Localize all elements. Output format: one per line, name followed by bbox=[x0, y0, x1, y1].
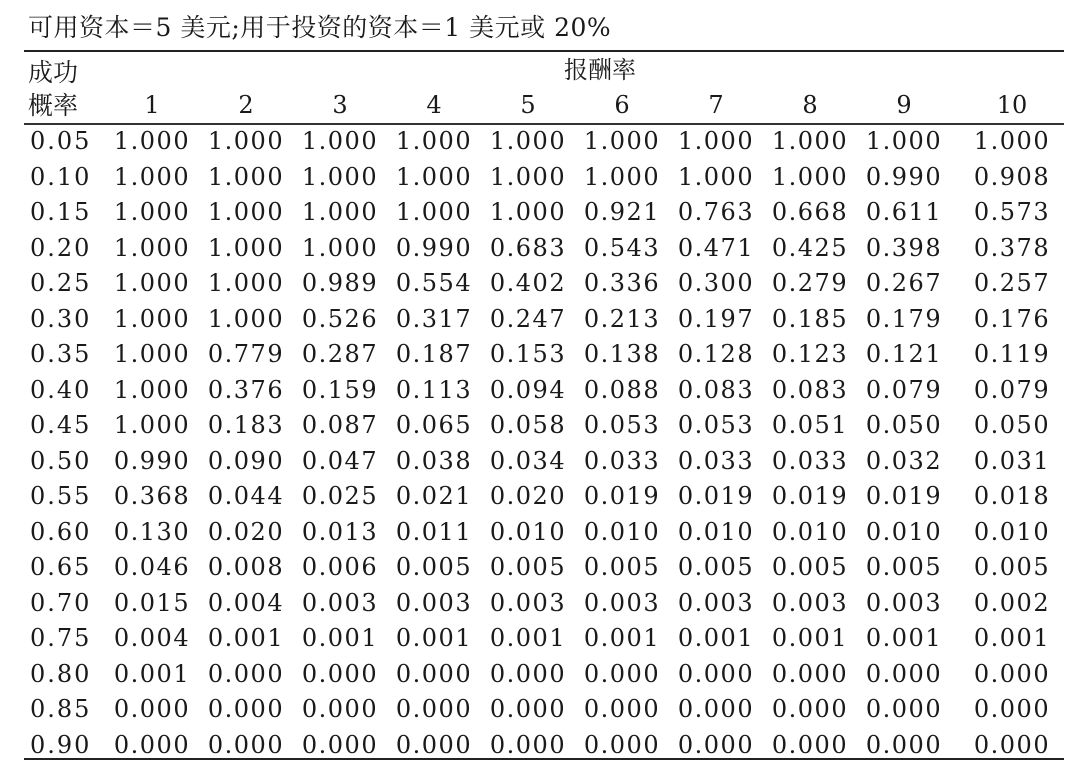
ruin-probability-cell: 0.247 bbox=[480, 302, 576, 338]
top-rule bbox=[24, 50, 1064, 52]
success-probability-cell: 0.50 bbox=[30, 444, 110, 480]
table-row bbox=[0, 479, 1080, 515]
ruin-probability-cell: 0.000 bbox=[856, 728, 952, 763]
ruin-probability-cell: 0.005 bbox=[762, 550, 858, 586]
ruin-probability-cell: 0.001 bbox=[198, 621, 294, 657]
column-header: 9 bbox=[857, 90, 951, 120]
ruin-probability-cell: 0.087 bbox=[292, 408, 388, 444]
ruin-probability-cell: 0.128 bbox=[668, 337, 764, 373]
ruin-probability-cell: 1.000 bbox=[480, 124, 576, 160]
ruin-probability-cell: 0.000 bbox=[104, 692, 200, 728]
success-probability-cell: 0.25 bbox=[30, 266, 110, 302]
ruin-probability-cell: 0.003 bbox=[480, 586, 576, 622]
ruin-probability-cell: 0.000 bbox=[668, 657, 764, 693]
column-header: 6 bbox=[575, 90, 669, 120]
success-probability-cell: 0.75 bbox=[30, 621, 110, 657]
ruin-probability-cell: 1.000 bbox=[964, 124, 1060, 160]
ruin-probability-cell: 0.079 bbox=[856, 373, 952, 409]
ruin-probability-cell: 1.000 bbox=[104, 195, 200, 231]
ruin-probability-cell: 0.267 bbox=[856, 266, 952, 302]
ruin-probability-cell: 0.000 bbox=[762, 657, 858, 693]
ruin-probability-cell: 0.001 bbox=[292, 621, 388, 657]
ruin-probability-cell: 0.000 bbox=[480, 692, 576, 728]
ruin-probability-cell: 0.000 bbox=[480, 728, 576, 763]
ruin-probability-cell: 0.000 bbox=[480, 657, 576, 693]
ruin-probability-cell: 0.000 bbox=[762, 692, 858, 728]
ruin-probability-cell: 0.257 bbox=[964, 266, 1060, 302]
ruin-probability-cell: 0.038 bbox=[386, 444, 482, 480]
ruin-probability-cell: 0.000 bbox=[668, 692, 764, 728]
ruin-probability-cell: 0.000 bbox=[574, 657, 670, 693]
ruin-probability-cell: 0.044 bbox=[198, 479, 294, 515]
ruin-probability-cell: 0.000 bbox=[574, 692, 670, 728]
ruin-probability-cell: 0.010 bbox=[668, 515, 764, 551]
success-probability-cell: 0.70 bbox=[30, 586, 110, 622]
ruin-probability-cell: 1.000 bbox=[198, 231, 294, 267]
column-header: 8 bbox=[763, 90, 857, 120]
ruin-probability-cell: 0.908 bbox=[964, 160, 1060, 196]
ruin-probability-cell: 0.000 bbox=[856, 657, 952, 693]
ruin-probability-cell: 0.010 bbox=[574, 515, 670, 551]
ruin-probability-cell: 1.000 bbox=[856, 124, 952, 160]
ruin-probability-cell: 0.113 bbox=[386, 373, 482, 409]
ruin-probability-cell: 1.000 bbox=[104, 337, 200, 373]
ruin-probability-cell: 1.000 bbox=[480, 195, 576, 231]
ruin-probability-cell: 0.033 bbox=[574, 444, 670, 480]
ruin-probability-cell: 0.083 bbox=[762, 373, 858, 409]
ruin-probability-cell: 0.010 bbox=[856, 515, 952, 551]
ruin-probability-cell: 0.376 bbox=[198, 373, 294, 409]
ruin-probability-cell: 0.013 bbox=[292, 515, 388, 551]
ruin-probability-cell: 0.019 bbox=[668, 479, 764, 515]
ruin-probability-cell: 0.004 bbox=[198, 586, 294, 622]
table-row bbox=[0, 444, 1080, 480]
ruin-probability-cell: 0.005 bbox=[668, 550, 764, 586]
ruin-probability-cell: 1.000 bbox=[386, 160, 482, 196]
ruin-probability-cell: 0.000 bbox=[386, 728, 482, 763]
ruin-probability-cell: 0.019 bbox=[574, 479, 670, 515]
ruin-probability-cell: 0.287 bbox=[292, 337, 388, 373]
ruin-probability-cell: 0.001 bbox=[762, 621, 858, 657]
table-row bbox=[0, 231, 1080, 267]
ruin-probability-cell: 0.001 bbox=[668, 621, 764, 657]
success-probability-cell: 0.15 bbox=[30, 195, 110, 231]
success-probability-cell: 0.10 bbox=[30, 160, 110, 196]
ruin-probability-cell: 0.683 bbox=[480, 231, 576, 267]
table-row bbox=[0, 515, 1080, 551]
ruin-probability-cell: 0.011 bbox=[386, 515, 482, 551]
ruin-probability-cell: 0.015 bbox=[104, 586, 200, 622]
ruin-probability-cell: 0.000 bbox=[292, 728, 388, 763]
ruin-probability-cell: 0.000 bbox=[964, 728, 1060, 763]
ruin-probability-cell: 1.000 bbox=[104, 231, 200, 267]
ruin-probability-cell: 0.001 bbox=[480, 621, 576, 657]
ruin-probability-cell: 1.000 bbox=[292, 231, 388, 267]
ruin-probability-cell: 0.058 bbox=[480, 408, 576, 444]
ruin-probability-cell: 0.050 bbox=[856, 408, 952, 444]
ruin-probability-cell: 0.300 bbox=[668, 266, 764, 302]
ruin-probability-cell: 0.990 bbox=[104, 444, 200, 480]
ruin-probability-cell: 1.000 bbox=[292, 160, 388, 196]
ruin-probability-cell: 0.187 bbox=[386, 337, 482, 373]
ruin-probability-cell: 0.185 bbox=[762, 302, 858, 338]
ruin-probability-cell: 1.000 bbox=[386, 195, 482, 231]
success-probability-cell: 0.85 bbox=[30, 692, 110, 728]
ruin-probability-cell: 0.000 bbox=[964, 692, 1060, 728]
ruin-probability-cell: 0.425 bbox=[762, 231, 858, 267]
ruin-probability-cell: 1.000 bbox=[198, 195, 294, 231]
ruin-probability-cell: 1.000 bbox=[480, 160, 576, 196]
ruin-probability-cell: 0.001 bbox=[386, 621, 482, 657]
ruin-probability-cell: 0.611 bbox=[856, 195, 952, 231]
ruin-probability-cell: 0.526 bbox=[292, 302, 388, 338]
success-probability-cell: 0.60 bbox=[30, 515, 110, 551]
ruin-probability-cell: 1.000 bbox=[292, 195, 388, 231]
ruin-probability-cell: 0.002 bbox=[964, 586, 1060, 622]
ruin-probability-cell: 1.000 bbox=[198, 160, 294, 196]
column-group-header: 报酬率 bbox=[540, 56, 660, 84]
ruin-probability-cell: 0.003 bbox=[668, 586, 764, 622]
ruin-probability-cell: 0.010 bbox=[964, 515, 1060, 551]
ruin-probability-cell: 0.183 bbox=[198, 408, 294, 444]
ruin-probability-cell: 0.031 bbox=[964, 444, 1060, 480]
ruin-probability-cell: 0.019 bbox=[856, 479, 952, 515]
ruin-probability-cell: 0.050 bbox=[964, 408, 1060, 444]
ruin-probability-cell: 0.094 bbox=[480, 373, 576, 409]
column-header: 3 bbox=[293, 90, 387, 120]
table-row bbox=[0, 266, 1080, 302]
ruin-probability-cell: 0.010 bbox=[762, 515, 858, 551]
ruin-probability-cell: 0.336 bbox=[574, 266, 670, 302]
ruin-probability-cell: 0.123 bbox=[762, 337, 858, 373]
ruin-probability-cell: 0.001 bbox=[104, 657, 200, 693]
ruin-probability-cell: 0.159 bbox=[292, 373, 388, 409]
ruin-probability-cell: 0.000 bbox=[386, 692, 482, 728]
ruin-probability-cell: 1.000 bbox=[574, 124, 670, 160]
ruin-probability-cell: 0.317 bbox=[386, 302, 482, 338]
ruin-probability-cell: 1.000 bbox=[574, 160, 670, 196]
table-row bbox=[0, 657, 1080, 693]
ruin-probability-cell: 1.000 bbox=[198, 124, 294, 160]
ruin-probability-cell: 0.554 bbox=[386, 266, 482, 302]
table-row bbox=[0, 160, 1080, 196]
ruin-probability-cell: 0.213 bbox=[574, 302, 670, 338]
ruin-probability-cell: 0.065 bbox=[386, 408, 482, 444]
ruin-probability-cell: 0.005 bbox=[386, 550, 482, 586]
ruin-probability-cell: 0.990 bbox=[386, 231, 482, 267]
column-header: 5 bbox=[481, 90, 575, 120]
table-row bbox=[0, 195, 1080, 231]
ruin-probability-cell: 0.197 bbox=[668, 302, 764, 338]
ruin-probability-cell: 0.000 bbox=[198, 728, 294, 763]
table-title: 可用资本＝5 美元;用于投资的资本＝1 美元或 20% bbox=[28, 12, 611, 44]
column-header: 1 bbox=[105, 90, 199, 120]
ruin-probability-cell: 1.000 bbox=[104, 266, 200, 302]
ruin-probability-cell: 0.573 bbox=[964, 195, 1060, 231]
ruin-probability-cell: 0.000 bbox=[292, 692, 388, 728]
ruin-probability-cell: 0.006 bbox=[292, 550, 388, 586]
ruin-probability-cell: 1.000 bbox=[104, 160, 200, 196]
ruin-probability-cell: 0.021 bbox=[386, 479, 482, 515]
ruin-probability-cell: 0.000 bbox=[386, 657, 482, 693]
ruin-probability-cell: 0.368 bbox=[104, 479, 200, 515]
ruin-probability-cell: 0.471 bbox=[668, 231, 764, 267]
ruin-probability-cell: 0.010 bbox=[480, 515, 576, 551]
ruin-probability-cell: 0.398 bbox=[856, 231, 952, 267]
ruin-probability-cell: 0.019 bbox=[762, 479, 858, 515]
ruin-probability-cell: 0.763 bbox=[668, 195, 764, 231]
table-row bbox=[0, 621, 1080, 657]
ruin-probability-cell: 0.176 bbox=[964, 302, 1060, 338]
ruin-probability-cell: 0.083 bbox=[668, 373, 764, 409]
success-probability-cell: 0.65 bbox=[30, 550, 110, 586]
ruin-probability-cell: 0.053 bbox=[668, 408, 764, 444]
ruin-probability-cell: 0.034 bbox=[480, 444, 576, 480]
success-probability-cell: 0.35 bbox=[30, 337, 110, 373]
ruin-probability-cell: 0.001 bbox=[964, 621, 1060, 657]
ruin-probability-cell: 0.990 bbox=[856, 160, 952, 196]
ruin-probability-cell: 0.378 bbox=[964, 231, 1060, 267]
ruin-probability-cell: 1.000 bbox=[292, 124, 388, 160]
column-header: 2 bbox=[199, 90, 293, 120]
ruin-probability-cell: 0.025 bbox=[292, 479, 388, 515]
success-probability-cell: 0.45 bbox=[30, 408, 110, 444]
table-row bbox=[0, 692, 1080, 728]
table-row bbox=[0, 408, 1080, 444]
ruin-probability-cell: 0.008 bbox=[198, 550, 294, 586]
ruin-probability-cell: 0.018 bbox=[964, 479, 1060, 515]
ruin-probability-cell: 1.000 bbox=[104, 124, 200, 160]
ruin-probability-cell: 0.130 bbox=[104, 515, 200, 551]
ruin-probability-cell: 1.000 bbox=[198, 302, 294, 338]
bottom-rule bbox=[24, 758, 1064, 760]
table-row bbox=[0, 550, 1080, 586]
success-probability-cell: 0.20 bbox=[30, 231, 110, 267]
table-row bbox=[0, 337, 1080, 373]
ruin-probability-cell: 0.005 bbox=[480, 550, 576, 586]
ruin-probability-cell: 0.779 bbox=[198, 337, 294, 373]
success-probability-cell: 0.55 bbox=[30, 479, 110, 515]
column-header: 10 bbox=[965, 90, 1059, 120]
ruin-probability-cell: 0.003 bbox=[574, 586, 670, 622]
ruin-probability-cell: 1.000 bbox=[104, 408, 200, 444]
table-row bbox=[0, 586, 1080, 622]
ruin-probability-cell: 0.003 bbox=[856, 586, 952, 622]
ruin-probability-cell: 0.005 bbox=[574, 550, 670, 586]
ruin-probability-cell: 0.279 bbox=[762, 266, 858, 302]
ruin-probability-cell: 0.000 bbox=[198, 692, 294, 728]
ruin-probability-cell: 0.000 bbox=[762, 728, 858, 763]
ruin-probability-cell: 0.088 bbox=[574, 373, 670, 409]
column-header: 4 bbox=[387, 90, 481, 120]
row-header-line1: 成功 bbox=[28, 58, 78, 88]
ruin-probability-cell: 0.000 bbox=[292, 657, 388, 693]
column-header: 7 bbox=[669, 90, 763, 120]
ruin-probability-cell: 0.003 bbox=[292, 586, 388, 622]
ruin-probability-cell: 1.000 bbox=[104, 373, 200, 409]
ruin-probability-cell: 0.053 bbox=[574, 408, 670, 444]
ruin-probability-cell: 0.005 bbox=[964, 550, 1060, 586]
ruin-probability-cell: 0.000 bbox=[856, 692, 952, 728]
ruin-probability-cell: 0.000 bbox=[104, 728, 200, 763]
table-row bbox=[0, 302, 1080, 338]
ruin-probability-cell: 0.004 bbox=[104, 621, 200, 657]
success-probability-cell: 0.40 bbox=[30, 373, 110, 409]
ruin-probability-cell: 0.000 bbox=[198, 657, 294, 693]
ruin-probability-cell: 0.989 bbox=[292, 266, 388, 302]
ruin-probability-cell: 0.033 bbox=[668, 444, 764, 480]
ruin-probability-cell: 0.005 bbox=[856, 550, 952, 586]
ruin-probability-cell: 0.000 bbox=[574, 728, 670, 763]
ruin-probability-cell: 0.001 bbox=[574, 621, 670, 657]
ruin-probability-cell: 0.051 bbox=[762, 408, 858, 444]
ruin-probability-cell: 1.000 bbox=[762, 124, 858, 160]
ruin-probability-cell: 0.003 bbox=[762, 586, 858, 622]
ruin-probability-cell: 1.000 bbox=[386, 124, 482, 160]
ruin-probability-cell: 0.046 bbox=[104, 550, 200, 586]
ruin-probability-cell: 0.000 bbox=[668, 728, 764, 763]
ruin-probability-cell: 1.000 bbox=[668, 160, 764, 196]
ruin-probability-cell: 0.668 bbox=[762, 195, 858, 231]
ruin-probability-cell: 0.921 bbox=[574, 195, 670, 231]
row-header-line2: 概率 bbox=[28, 91, 78, 121]
ruin-probability-cell: 1.000 bbox=[104, 302, 200, 338]
table-row bbox=[0, 124, 1080, 160]
success-probability-cell: 0.90 bbox=[30, 728, 110, 763]
ruin-probability-cell: 0.121 bbox=[856, 337, 952, 373]
ruin-probability-cell: 0.153 bbox=[480, 337, 576, 373]
ruin-probability-cell: 0.001 bbox=[856, 621, 952, 657]
success-probability-cell: 0.30 bbox=[30, 302, 110, 338]
ruin-probability-cell: 0.138 bbox=[574, 337, 670, 373]
ruin-probability-cell: 1.000 bbox=[668, 124, 764, 160]
ruin-probability-cell: 0.402 bbox=[480, 266, 576, 302]
ruin-probability-cell: 0.000 bbox=[964, 657, 1060, 693]
ruin-probability-cell: 0.119 bbox=[964, 337, 1060, 373]
ruin-probability-cell: 1.000 bbox=[198, 266, 294, 302]
table-row bbox=[0, 373, 1080, 409]
ruin-probability-cell: 0.032 bbox=[856, 444, 952, 480]
ruin-probability-cell: 0.047 bbox=[292, 444, 388, 480]
ruin-probability-cell: 0.033 bbox=[762, 444, 858, 480]
success-probability-cell: 0.80 bbox=[30, 657, 110, 693]
ruin-probability-cell: 0.179 bbox=[856, 302, 952, 338]
ruin-probability-cell: 0.003 bbox=[386, 586, 482, 622]
ruin-probability-cell: 1.000 bbox=[762, 160, 858, 196]
ruin-probability-cell: 0.020 bbox=[198, 515, 294, 551]
ruin-probability-cell: 0.079 bbox=[964, 373, 1060, 409]
ruin-probability-cell: 0.543 bbox=[574, 231, 670, 267]
ruin-probability-cell: 0.090 bbox=[198, 444, 294, 480]
ruin-probability-cell: 0.020 bbox=[480, 479, 576, 515]
success-probability-cell: 0.05 bbox=[30, 124, 110, 160]
